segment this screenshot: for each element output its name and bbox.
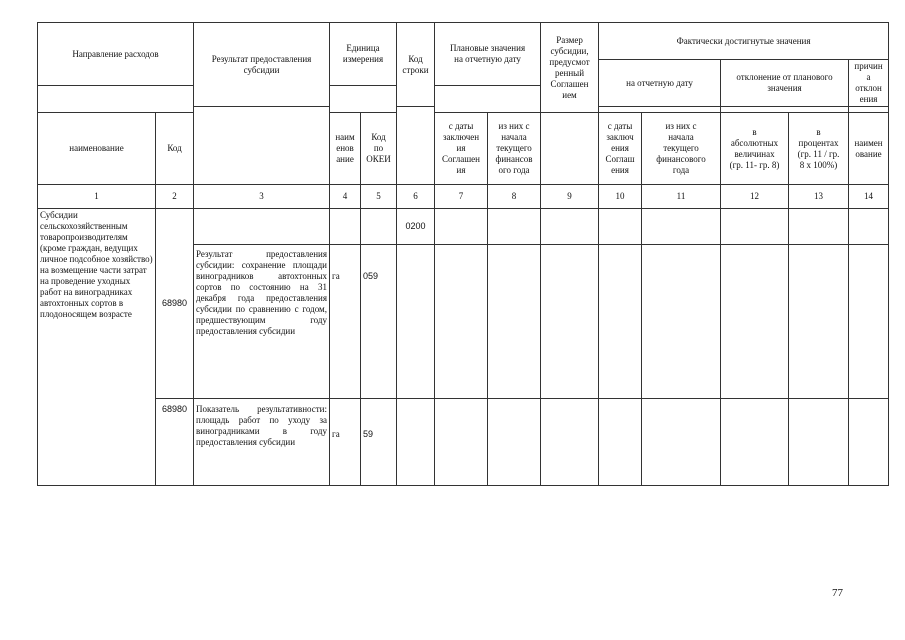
row1-col7	[435, 245, 488, 399]
header-rezultat: Результат предоставления субсидии	[194, 23, 330, 107]
header-v-procentah: в процентах (гр. 11 / гр. 8 х 100%)	[789, 113, 849, 185]
col-num-4: 4	[330, 185, 361, 209]
col-num-1: 1	[38, 185, 156, 209]
row0-okei	[361, 209, 397, 245]
header-iz-nih-plan: из них с начала текущего финансов ого года	[488, 113, 541, 185]
row1-col11	[642, 245, 721, 399]
col-num-8: 8	[488, 185, 541, 209]
row0-unit	[330, 209, 361, 245]
header-kod: Код	[156, 113, 194, 185]
row0-col14	[849, 209, 889, 245]
header-naimen-prich: наимен ование	[849, 113, 889, 185]
col-num-12: 12	[721, 185, 789, 209]
col-num-5: 5	[361, 185, 397, 209]
row2-col10	[599, 399, 642, 486]
row2-unit: га	[330, 399, 361, 486]
header-fakticheski: Фактически достигнутые значения	[599, 23, 889, 60]
col-num-10: 10	[599, 185, 642, 209]
col-num-11: 11	[642, 185, 721, 209]
row2-col14	[849, 399, 889, 486]
header-otklonenie: отклонение от планового значения	[721, 60, 849, 107]
header-prichina: причин а отклон ения	[849, 60, 889, 107]
col-num-2: 2	[156, 185, 194, 209]
header-razmer: Размер субсидии, предусмот ренный Соглашен ием	[541, 23, 599, 113]
header-s-daty-plan: с даты заключен ия Соглашен ия	[435, 113, 488, 185]
row2-col6	[397, 399, 435, 486]
kod-stroki-value: 0200	[397, 209, 435, 245]
row0-col9	[541, 209, 599, 245]
row1-unit: га	[330, 245, 361, 399]
subsidy-name-cell: Субсидии сельскохозяйственным товаропроизводителям (кроме граждан, ведущих личное подсобное хозяйство) на возмещение части затрат на проведение уходных работ на виноградниках автохтонных сортов в плодоносящем возрасте	[38, 209, 156, 486]
table-row	[38, 209, 889, 245]
row2-col11	[642, 399, 721, 486]
header-kod-okei: Код по ОКЕИ	[361, 113, 397, 185]
header-kod-stroki-cont	[397, 107, 435, 185]
row1-kod: 68980	[156, 209, 194, 399]
header-napravlenie-blank	[38, 86, 194, 113]
row2-col9	[541, 399, 599, 486]
row2-col7	[435, 399, 488, 486]
row0-col12	[721, 209, 789, 245]
row1-col14	[849, 245, 889, 399]
row0-col7	[435, 209, 488, 245]
row0-col11	[642, 209, 721, 245]
header-planovye-blank	[435, 86, 541, 113]
row2-col8	[488, 399, 541, 486]
header-naimenovanie: наименование	[38, 113, 156, 185]
row0-rezultat	[194, 209, 330, 245]
header-razmer-cont	[541, 113, 599, 185]
row1-col13	[789, 245, 849, 399]
header-v-absolyutnyh: в абсолютных величинах (гр. 11- гр. 8)	[721, 113, 789, 185]
header-napravlenie: Направление расходов	[38, 23, 194, 86]
col-num-6: 6	[397, 185, 435, 209]
header-naim-ed: наим енов ание	[330, 113, 361, 185]
subsidy-report-table	[37, 22, 889, 486]
row2-kod: 68980	[156, 399, 194, 486]
col-num-9: 9	[541, 185, 599, 209]
table-row	[38, 399, 889, 486]
col-num-3: 3	[194, 185, 330, 209]
row2-rezultat: Показатель результативности: площадь работ по уходу за виноградниками в году предоставления субсидии	[194, 399, 330, 486]
header-iz-nih-fakt: из них с начала текущего финансового года	[642, 113, 721, 185]
row1-col12	[721, 245, 789, 399]
row2-col13	[789, 399, 849, 486]
header-s-daty-fakt: с даты заключ ения Соглаш ения	[599, 113, 642, 185]
row0-col8	[488, 209, 541, 245]
col-num-13: 13	[789, 185, 849, 209]
row0-col13	[789, 209, 849, 245]
header-edinica-blank	[330, 86, 397, 113]
col-num-7: 7	[435, 185, 488, 209]
row1-okei: 059	[361, 245, 397, 399]
row1-col10	[599, 245, 642, 399]
column-numbers-row	[38, 185, 889, 209]
header-edinica: Единица измерения	[330, 23, 397, 86]
header-kod-stroki: Код строки	[397, 23, 435, 107]
row2-okei: 59	[361, 399, 397, 486]
row0-col10	[599, 209, 642, 245]
header-planovye: Плановые значения на отчетную дату	[435, 23, 541, 86]
col-num-14: 14	[849, 185, 889, 209]
row1-rezultat: Результат предоставления субсидии: сохранение площади виноградников автохтонных сортов по состоянию на 31 декабря года предоставления субсидии по сравнению с годом, предшествующим году предоставления субсидии	[194, 245, 330, 399]
row1-col6	[397, 245, 435, 399]
page-number: 77	[832, 587, 843, 599]
row1-col9	[541, 245, 599, 399]
header-rezultat-cont	[194, 107, 330, 185]
row1-col8	[488, 245, 541, 399]
header-na-otchetnuyu: на отчетную дату	[599, 60, 721, 107]
row2-col12	[721, 399, 789, 486]
